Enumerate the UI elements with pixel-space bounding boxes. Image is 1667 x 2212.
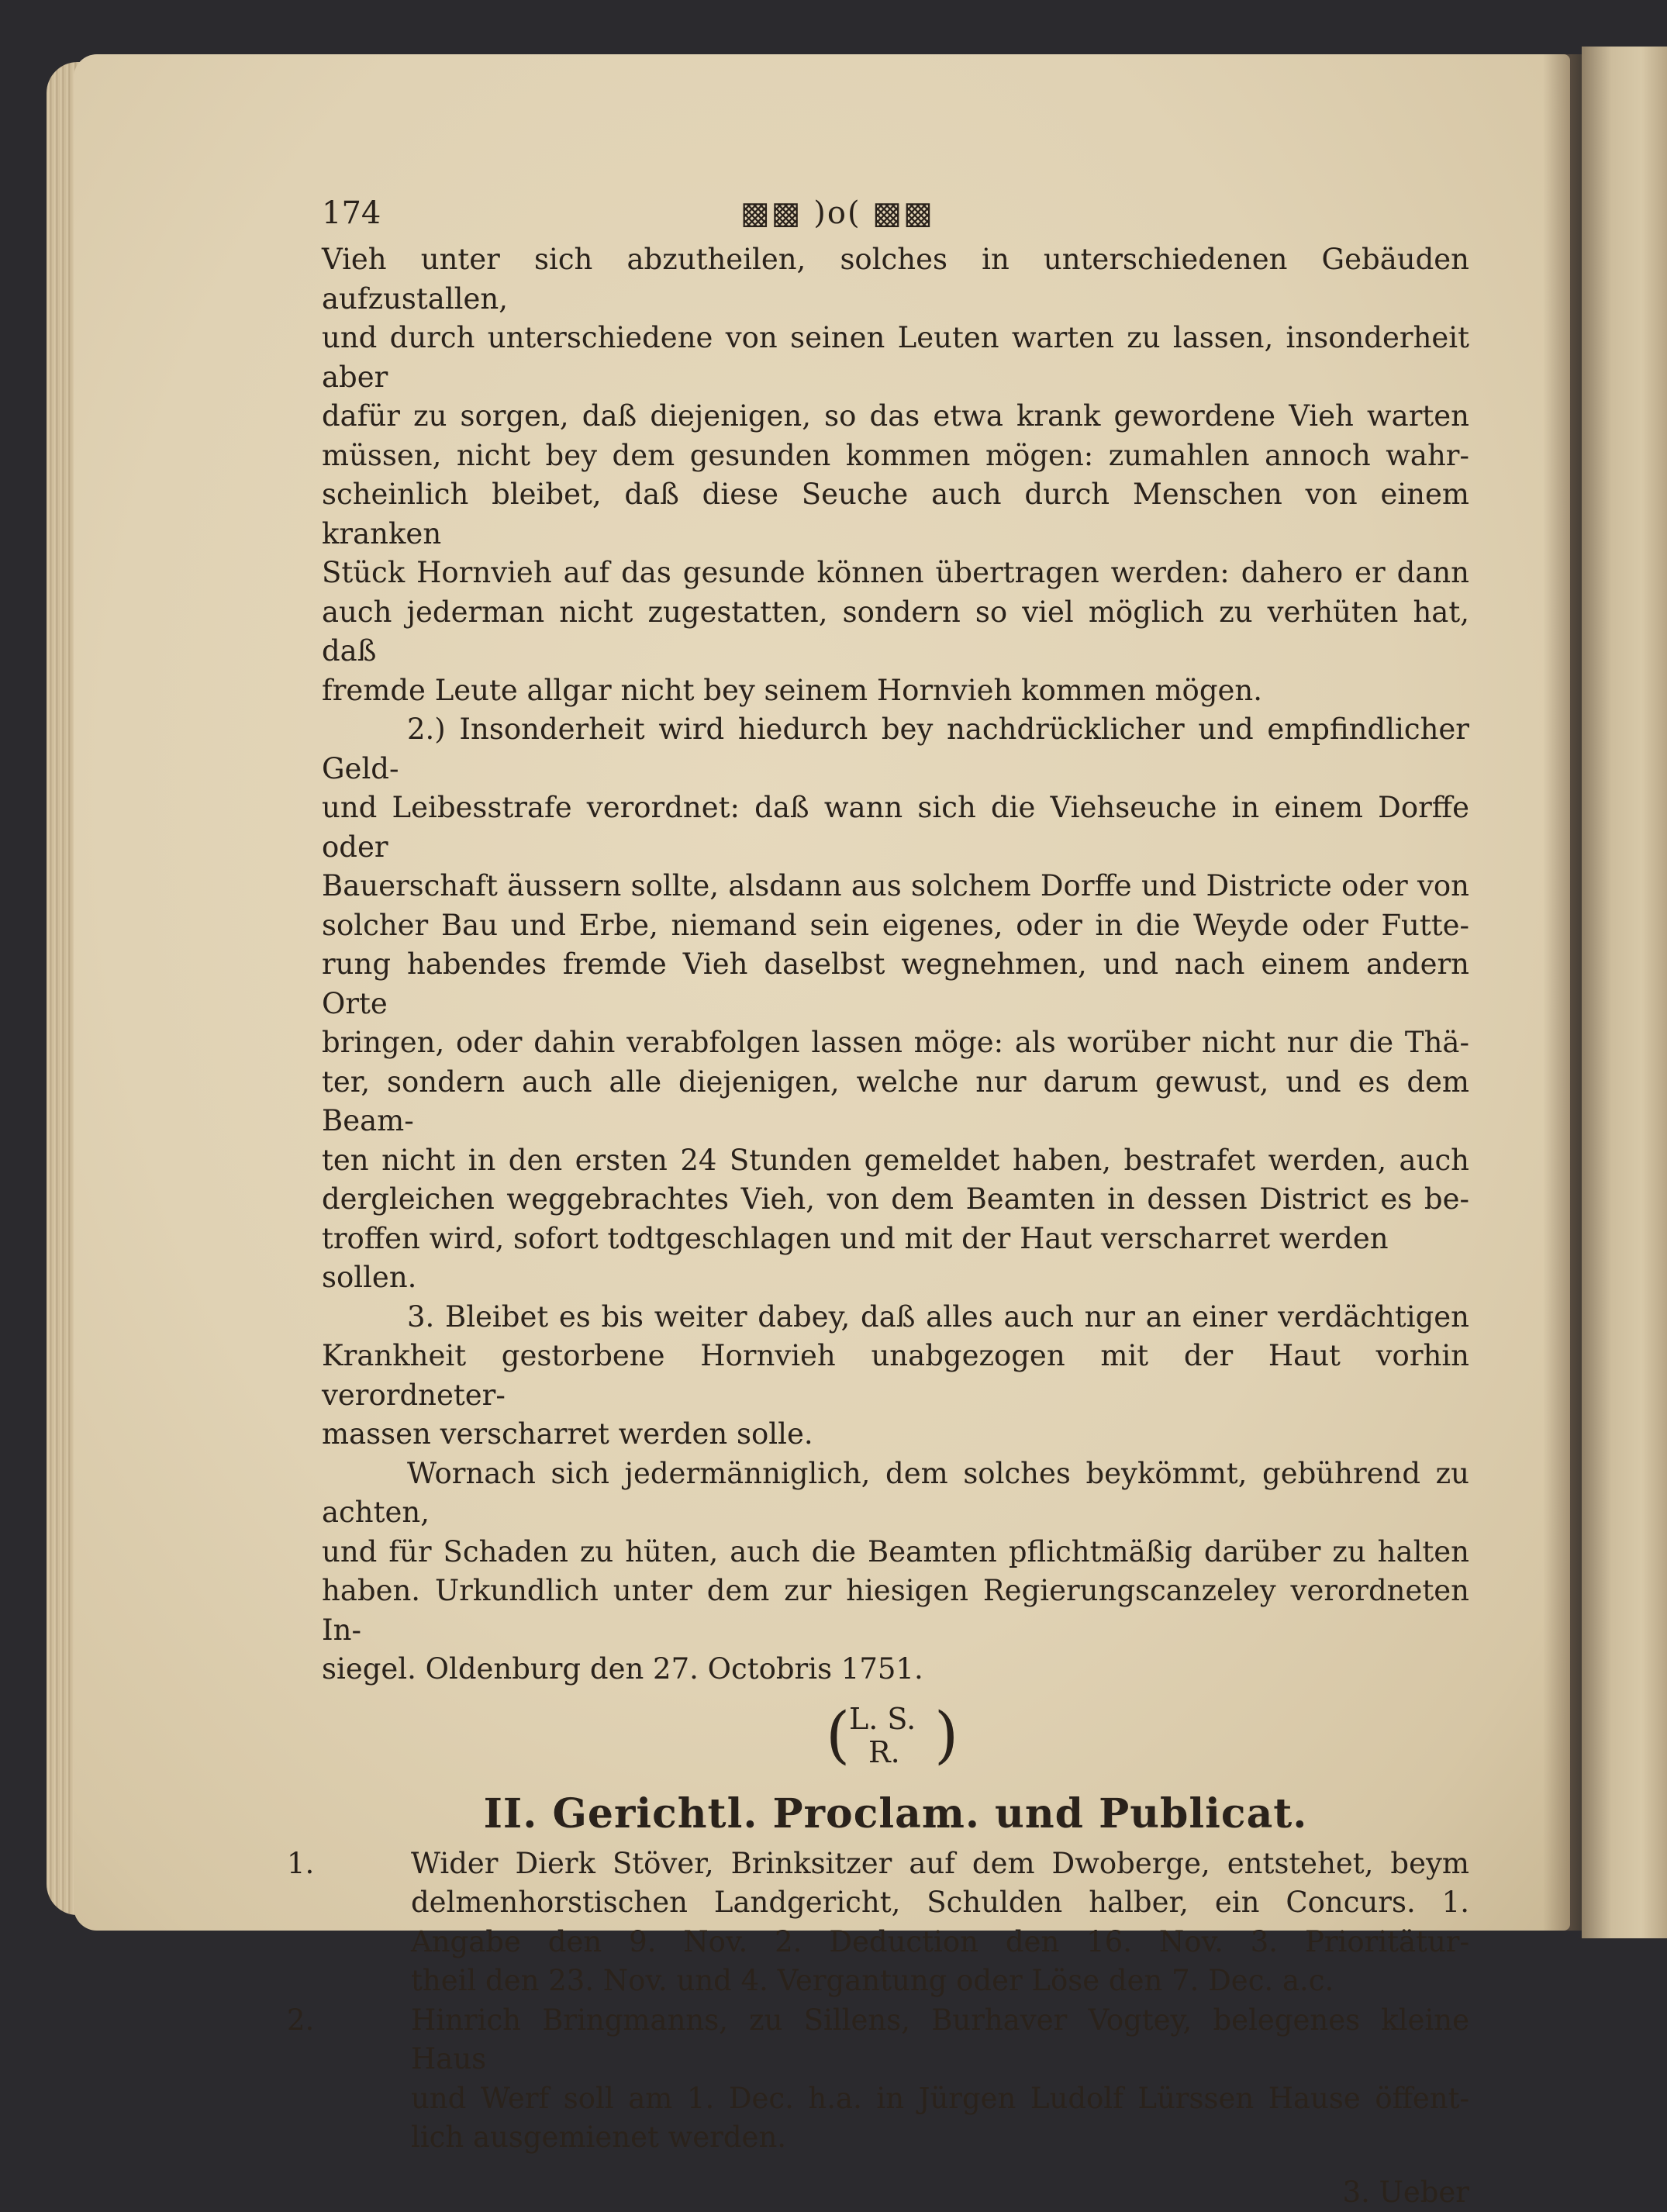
seal-mark (322, 1700, 1469, 1778)
seal-r: R. (868, 1738, 900, 1767)
text-line: Wider Dierk Stöver, Brinksitzer auf dem Dwoberge, entstehet, beym (411, 1844, 1469, 1884)
text-line: scheinlich bleibet, daß diese Seuche auch durch Menschen von einem kranken (322, 475, 1469, 554)
header-ornament: ▩▩ )o( ▩▩ (740, 194, 934, 233)
text-line: rung habendes fremde Vieh daselbst wegnehmen, und nach einem andern Orte (322, 945, 1469, 1023)
text-line: ten nicht in den ersten 24 Stunden gemeldet haben, bestrafet werden, auch (322, 1141, 1469, 1181)
text-line: delmenhorstischen Landgericht, Schulden halber, ein Concurs. 1. (411, 1883, 1469, 1923)
text-line: Wornach sich jedermänniglich, dem solches beykömmt, gebührend zu achten, (322, 1455, 1469, 1533)
text-line: auch jederman nicht zugestatten, sondern so viel möglich zu verhüten hat, daß (322, 593, 1469, 671)
text-line: und durch unterschiedene von seinen Leuten warten zu lassen, insonderheit aber (322, 319, 1469, 397)
section-title: II. Gerichtl. Proclam. und Publicat. (322, 1787, 1469, 1841)
page-number: 174 (322, 194, 381, 233)
text-line: und Leibesstrafe verordnet: daß wann sich die Viehseuche in einem Dorffe oder (322, 789, 1469, 867)
text-line: und Werf soll am 1. Dec. h.a. in Jürgen Ludolf Lürssen Hause öffent- (411, 2079, 1469, 2119)
text-line: Angabe den 9. Nov. 2. Deduction den 16. Nov. 3. Prioritätur- (411, 1923, 1469, 1962)
paragraph-3 (322, 1298, 1469, 1455)
list-item (287, 1844, 1469, 2001)
text-line: 2.) Insonderheit wird hiedurch bey nachdrücklicher und empfindlicher Geld- (322, 710, 1469, 789)
list-item (287, 2001, 1469, 2158)
text-line: massen verscharret werden solle. (322, 1415, 1469, 1455)
seal-paren-right: ) (934, 1700, 958, 1770)
text-line: müssen, nicht bey dem gesunden kommen mögen: zumahlen annoch wahr- (322, 437, 1469, 476)
seal-ls: L. S. (849, 1704, 916, 1734)
text-line: Hinrich Bringmanns, zu Sillens, Burhaver Vogtey, belegenes kleine Haus (411, 2001, 1469, 2079)
text-line: solcher Bau und Erbe, niemand sein eigenes, oder in die Weyde oder Futte- (322, 906, 1469, 946)
paragraph-4 (322, 1455, 1469, 1689)
text-line: Stück Hornvieh auf das gesunde können übertragen werden: dahero er dann (322, 554, 1469, 593)
running-head (322, 194, 1469, 240)
list-item-number: 1. (287, 1844, 314, 1884)
text-line: 3. Bleibet es bis weiter dabey, daß alles auch nur an einer verdächtigen (322, 1298, 1469, 1337)
text-line: Bauerschaft äussern sollte, alsdann aus solchem Dorffe und Districte oder von (322, 867, 1469, 906)
text-line: bringen, oder dahin verabfolgen lassen möge: als worüber nicht nur die Thä- (322, 1023, 1469, 1063)
text-line: haben. Urkundlich unter dem zur hiesigen Regierungscanzeley verordneten In- (322, 1572, 1469, 1650)
text-line: theil den 23. Nov. und 4. Vergantung oder Löse den 7. Dec. a.c. (411, 1962, 1469, 2001)
text-line: troffen wird, sofort todtgeschlagen und mit der Haut verscharret werden sollen. (322, 1220, 1469, 1298)
text-line: fremde Leute allgar nicht bey seinem Hornvieh kommen mögen. (322, 671, 1469, 711)
text-line: siegel. Oldenburg den 27. Octobris 1751. (322, 1650, 1469, 1689)
text-line: dafür zu sorgen, daß diejenigen, so das etwa krank gewordene Vieh warten (322, 397, 1469, 437)
catchword: 3. Ueber (322, 2173, 1469, 2212)
text-line: Vieh unter sich abzutheilen, solches in unterschiedenen Gebäuden aufzustallen, (322, 240, 1469, 319)
paragraph-2 (322, 710, 1469, 1298)
text-line: lich ausgemienet werden. (411, 2118, 1469, 2158)
seal-paren-left: ( (826, 1700, 850, 1770)
page-text (322, 194, 1469, 2212)
text-line: Krankheit gestorbene Hornvieh unabgezogen mit der Haut vorhin verordneter- (322, 1337, 1469, 1415)
facing-page-edge (1582, 47, 1667, 1938)
paragraph-1 (322, 240, 1469, 710)
text-line: dergleichen weggebrachtes Vieh, von dem Beamten in dessen District es be- (322, 1180, 1469, 1220)
text-line: und für Schaden zu hüten, auch die Beamten pflichtmäßig darüber zu halten (322, 1533, 1469, 1572)
text-line: ter, sondern auch alle diejenigen, welche nur darum gewust, und es dem Beam- (322, 1063, 1469, 1141)
list-item-number: 2. (287, 2001, 314, 2041)
